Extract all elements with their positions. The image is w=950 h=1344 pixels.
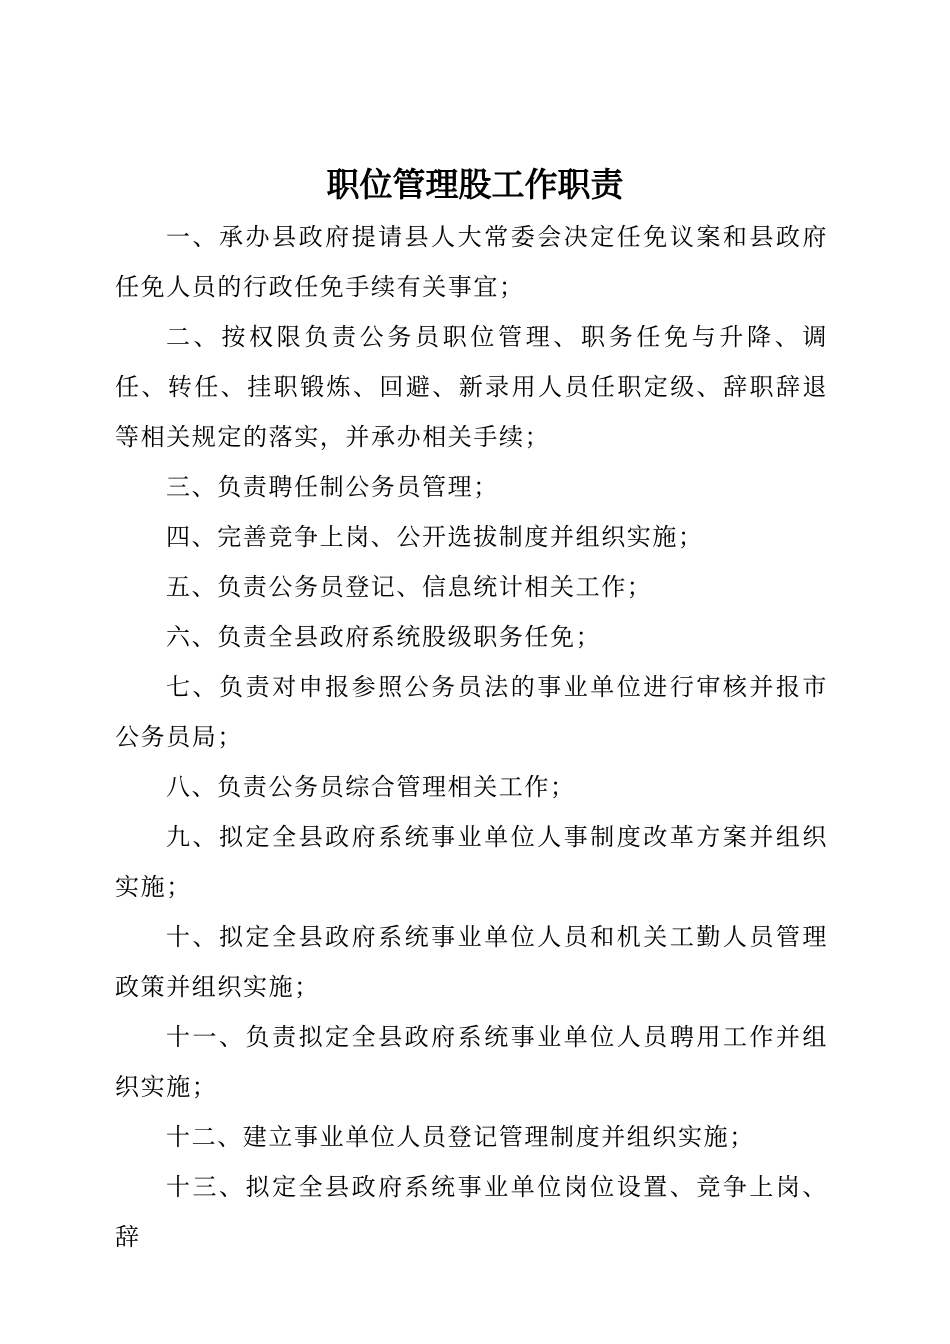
page-title: 职位管理股工作职责 bbox=[326, 165, 624, 204]
duty-item-12: 十二、建立事业单位人员登记管理制度并组织实施； bbox=[166, 1123, 755, 1151]
duty-item-6: 六、负责全县政府系统股级职务任免； bbox=[166, 623, 602, 651]
duty-item-8: 八、负责公务员综合管理相关工作； bbox=[166, 773, 576, 801]
duty-item-4: 四、完善竞争上岗、公开选拔制度并组织实施； bbox=[166, 523, 704, 551]
duty-item-1: 一、承办县政府提请县人大常委会决定任免议案和县政府任免人员的行政任免手续有关事宜； bbox=[115, 223, 828, 301]
duty-item-10: 十、拟定全县政府系统事业单位人员和机关工勤人员管理政策并组织实施； bbox=[115, 923, 828, 1001]
duty-list bbox=[115, 212, 828, 1262]
duty-item-11: 十一、负责拟定全县政府系统事业单位人员聘用工作并组织实施； bbox=[115, 1023, 828, 1101]
duty-item-5: 五、负责公务员登记、信息统计相关工作； bbox=[166, 573, 653, 601]
duty-item-2: 二、按权限负责公务员职位管理、职务任免与升降、调任、转任、挂职锻炼、回避、新录用人员任职定级、辞职辞退等相关规定的落实，并承办相关手续； bbox=[115, 323, 828, 451]
duty-item-3: 三、负责聘任制公务员管理； bbox=[166, 473, 499, 501]
duty-item-7: 七、负责对申报参照公务员法的事业单位进行审核并报市公务员局； bbox=[115, 673, 828, 751]
duty-item-13: 十三、拟定全县政府系统事业单位岗位设置、竞争上岗、辞 bbox=[115, 1173, 828, 1251]
duty-item-9: 九、拟定全县政府系统事业单位人事制度改革方案并组织实施； bbox=[115, 823, 828, 901]
